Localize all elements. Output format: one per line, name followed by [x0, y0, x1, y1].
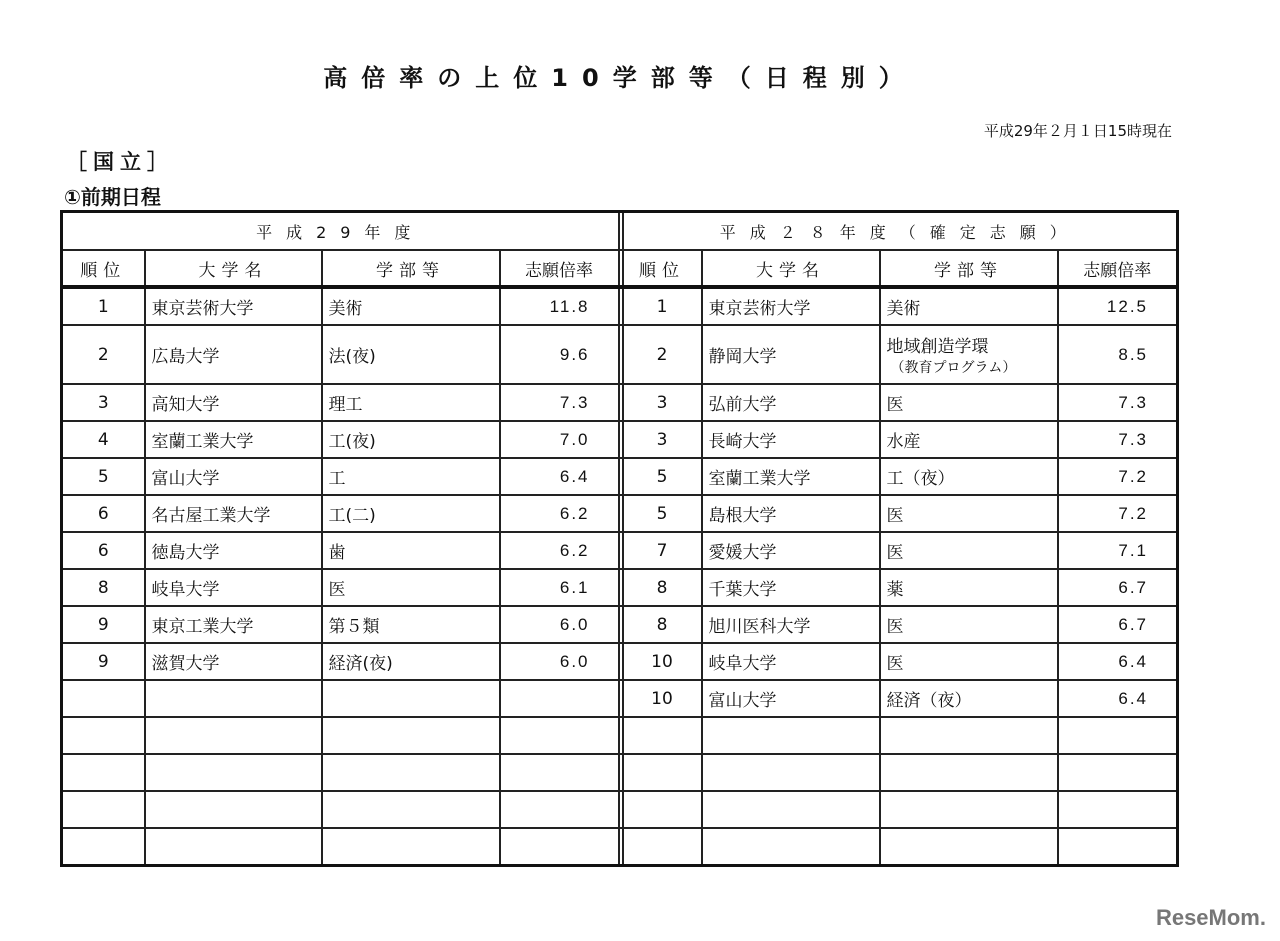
rate-cell: 6.7 — [1058, 569, 1178, 606]
rank-cell: 9 — [62, 643, 145, 680]
rank-cell: 3 — [623, 384, 702, 421]
faculty-cell — [322, 717, 500, 754]
faculty-cell: 医 — [880, 643, 1058, 680]
university-cell: 滋賀大学 — [145, 643, 322, 680]
university-cell: 名古屋工業大学 — [145, 495, 322, 532]
faculty-cell: 医 — [880, 384, 1058, 421]
table-row — [62, 791, 1178, 828]
col-rate: 志願倍率 — [1058, 250, 1178, 287]
table-row — [62, 532, 1178, 569]
col-faculty: 学部等 — [880, 250, 1058, 287]
rank-cell: 8 — [623, 569, 702, 606]
col-rank: 順位 — [623, 250, 702, 287]
rank-cell — [62, 754, 145, 791]
faculty-cell: 薬 — [880, 569, 1058, 606]
faculty-cell: 経済（夜） — [880, 680, 1058, 717]
faculty-cell — [322, 791, 500, 828]
university-cell — [702, 717, 880, 754]
university-cell: 長崎大学 — [702, 421, 880, 458]
table-row — [62, 569, 1178, 606]
faculty-note: （教育プログラム） — [890, 360, 1017, 376]
rate-cell: 11.8 — [500, 287, 619, 325]
as-of-date: 平成29年２月１日15時現在 — [983, 122, 1172, 140]
rate-cell — [500, 680, 619, 717]
university-cell: 徳島大学 — [145, 532, 322, 569]
col-faculty: 学部等 — [322, 250, 500, 287]
rank-cell — [623, 828, 702, 866]
faculty-cell: 理工 — [322, 384, 500, 421]
rate-cell: 9.6 — [500, 325, 619, 384]
page-title: 高倍率の上位10学部等（日程別） — [323, 64, 917, 92]
faculty-cell: 第５類 — [322, 606, 500, 643]
rate-cell: 7.3 — [1058, 384, 1178, 421]
table-row — [62, 754, 1178, 791]
faculty-cell — [880, 717, 1058, 754]
table-row — [62, 287, 1178, 325]
table-row — [62, 606, 1178, 643]
rank-cell: 8 — [623, 606, 702, 643]
university-cell — [145, 680, 322, 717]
col-univ: 大学名 — [702, 250, 880, 287]
table-row — [62, 643, 1178, 680]
rate-cell: 6.2 — [500, 532, 619, 569]
rate-cell: 7.2 — [1058, 495, 1178, 532]
faculty-cell: 工 — [322, 458, 500, 495]
rank-cell — [62, 717, 145, 754]
university-cell — [702, 828, 880, 866]
table-row — [62, 495, 1178, 532]
university-cell: 弘前大学 — [702, 384, 880, 421]
faculty-cell — [322, 754, 500, 791]
rate-cell: 8.5 — [1058, 325, 1178, 384]
rate-cell: 6.4 — [1058, 680, 1178, 717]
col-univ: 大学名 — [145, 250, 322, 287]
university-cell — [145, 754, 322, 791]
rank-cell: 1 — [62, 287, 145, 325]
rank-cell: 4 — [62, 421, 145, 458]
faculty-cell: 水産 — [880, 421, 1058, 458]
rank-cell — [62, 680, 145, 717]
faculty-cell: 歯 — [322, 532, 500, 569]
faculty-cell — [880, 325, 1058, 384]
rank-cell — [62, 791, 145, 828]
rank-cell: 5 — [623, 495, 702, 532]
university-cell: 室蘭工業大学 — [702, 458, 880, 495]
rate-cell: 6.2 — [500, 495, 619, 532]
rank-cell: 2 — [623, 325, 702, 384]
table-row — [62, 680, 1178, 717]
year-header-h29: 平成29年度 — [62, 212, 619, 251]
rank-cell: 6 — [62, 495, 145, 532]
rate-cell: 7.2 — [1058, 458, 1178, 495]
university-cell: 高知大学 — [145, 384, 322, 421]
rate-cell — [1058, 717, 1178, 754]
rank-cell: 1 — [623, 287, 702, 325]
faculty-cell: 医 — [880, 606, 1058, 643]
rank-cell: 8 — [62, 569, 145, 606]
rate-cell — [500, 717, 619, 754]
rate-cell: 6.0 — [500, 606, 619, 643]
rank-cell: 5 — [62, 458, 145, 495]
rank-cell: 10 — [623, 643, 702, 680]
faculty-cell: 医 — [880, 495, 1058, 532]
rate-cell — [1058, 828, 1178, 866]
faculty-cell — [880, 791, 1058, 828]
table-row — [62, 325, 1178, 384]
university-cell: 千葉大学 — [702, 569, 880, 606]
rate-cell: 7.1 — [1058, 532, 1178, 569]
year-header-h28: 平成２８年度（確定志願） — [623, 212, 1178, 251]
table-row — [62, 458, 1178, 495]
faculty-cell: 医 — [322, 569, 500, 606]
col-rank: 順位 — [62, 250, 145, 287]
rank-cell — [623, 791, 702, 828]
rank-cell — [623, 717, 702, 754]
rate-cell — [500, 754, 619, 791]
rank-cell — [623, 754, 702, 791]
university-cell — [145, 717, 322, 754]
rank-cell: 6 — [62, 532, 145, 569]
table-row — [62, 717, 1178, 754]
faculty-cell: 工（夜） — [880, 458, 1058, 495]
faculty-cell: 工(二) — [322, 495, 500, 532]
rate-cell: 7.3 — [1058, 421, 1178, 458]
col-rate: 志願倍率 — [500, 250, 619, 287]
university-cell — [145, 791, 322, 828]
university-cell: 室蘭工業大学 — [145, 421, 322, 458]
faculty-cell — [880, 754, 1058, 791]
university-cell: 岐阜大学 — [145, 569, 322, 606]
rank-cell: 2 — [62, 325, 145, 384]
rank-cell: 10 — [623, 680, 702, 717]
university-cell: 愛媛大学 — [702, 532, 880, 569]
rank-cell — [62, 828, 145, 866]
faculty-cell: 工(夜) — [322, 421, 500, 458]
faculty-cell — [322, 680, 500, 717]
table-row — [62, 828, 1178, 866]
rank-cell: 5 — [623, 458, 702, 495]
university-cell: 広島大学 — [145, 325, 322, 384]
table-row — [62, 421, 1178, 458]
university-cell: 旭川医科大学 — [702, 606, 880, 643]
subsection-heading: ①前期日程 — [64, 185, 161, 209]
university-cell: 東京芸術大学 — [145, 287, 322, 325]
rate-cell — [1058, 791, 1178, 828]
rate-cell: 6.4 — [500, 458, 619, 495]
rate-cell: 7.0 — [500, 421, 619, 458]
faculty-cell — [322, 828, 500, 866]
table-row — [62, 384, 1178, 421]
rate-cell: 12.5 — [1058, 287, 1178, 325]
section-heading: ［国立］ — [66, 150, 174, 174]
university-cell: 富山大学 — [145, 458, 322, 495]
university-cell: 島根大学 — [702, 495, 880, 532]
faculty-cell: 美術 — [880, 287, 1058, 325]
resemom-logo: ReseMom. — [1155, 905, 1266, 930]
rank-cell: 7 — [623, 532, 702, 569]
rank-cell: 3 — [62, 384, 145, 421]
faculty-cell: 美術 — [322, 287, 500, 325]
rate-cell: 6.1 — [500, 569, 619, 606]
rate-cell — [1058, 754, 1178, 791]
faculty-cell: 経済(夜) — [322, 643, 500, 680]
university-cell — [145, 828, 322, 866]
rank-cell: 9 — [62, 606, 145, 643]
university-cell: 富山大学 — [702, 680, 880, 717]
university-cell — [702, 791, 880, 828]
faculty-name: 地域創造学環 — [886, 337, 989, 357]
faculty-cell: 法(夜) — [322, 325, 500, 384]
rate-cell: 6.7 — [1058, 606, 1178, 643]
rank-cell: 3 — [623, 421, 702, 458]
rate-cell: 6.4 — [1058, 643, 1178, 680]
ranking-table — [60, 210, 1179, 867]
university-cell — [702, 754, 880, 791]
university-cell: 東京工業大学 — [145, 606, 322, 643]
university-cell: 静岡大学 — [702, 325, 880, 384]
rate-cell — [500, 791, 619, 828]
faculty-cell — [880, 828, 1058, 866]
rate-cell: 7.3 — [500, 384, 619, 421]
university-cell: 東京芸術大学 — [702, 287, 880, 325]
faculty-cell: 医 — [880, 532, 1058, 569]
rate-cell: 6.0 — [500, 643, 619, 680]
rate-cell — [500, 828, 619, 866]
university-cell: 岐阜大学 — [702, 643, 880, 680]
